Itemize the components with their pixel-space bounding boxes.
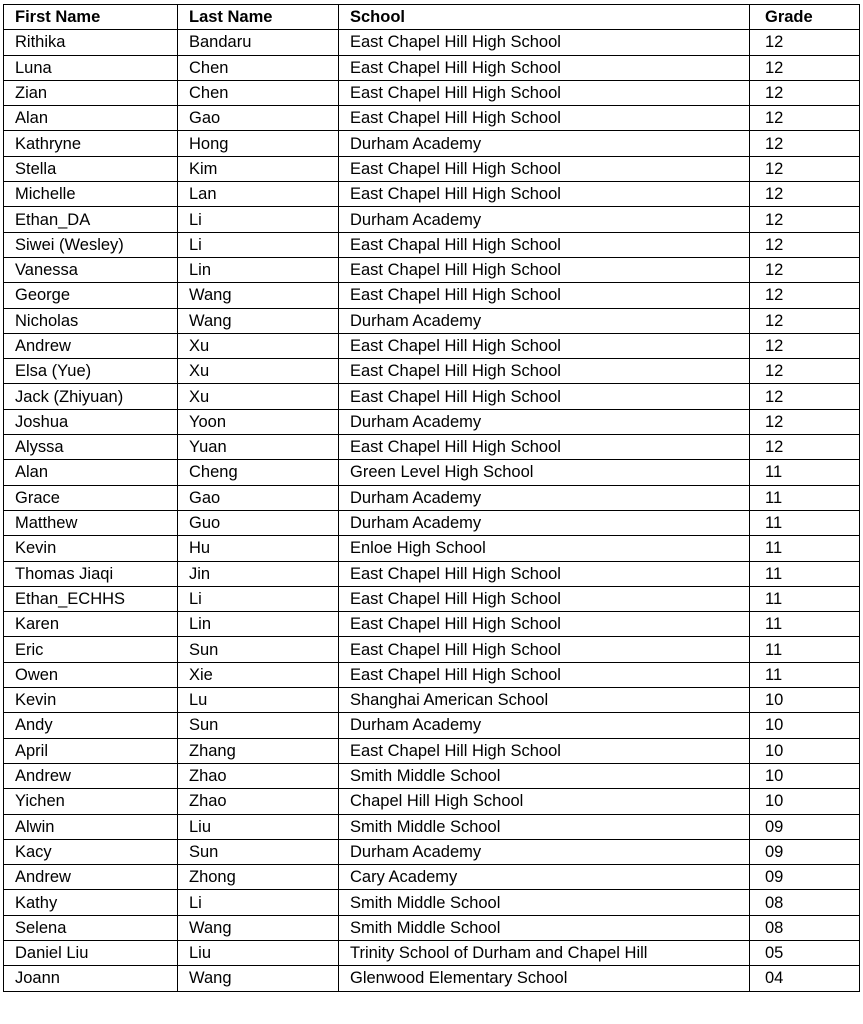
cell-first-name: Daniel Liu: [4, 940, 178, 965]
cell-first-name: Yichen: [4, 789, 178, 814]
cell-first-name: Siwei (Wesley): [4, 232, 178, 257]
cell-school: Chapel Hill High School: [339, 789, 750, 814]
table-row: [4, 308, 860, 333]
cell-school: East Chapal Hill High School: [339, 232, 750, 257]
cell-grade: 09: [750, 814, 860, 839]
cell-grade: 12: [750, 80, 860, 105]
cell-last-name: Chen: [178, 80, 339, 105]
table-row: [4, 156, 860, 181]
cell-first-name: George: [4, 283, 178, 308]
cell-grade: 12: [750, 131, 860, 156]
cell-grade: 11: [750, 637, 860, 662]
cell-grade: 10: [750, 688, 860, 713]
cell-school: East Chapel Hill High School: [339, 359, 750, 384]
cell-last-name: Li: [178, 232, 339, 257]
cell-last-name: Cheng: [178, 460, 339, 485]
cell-grade: 11: [750, 460, 860, 485]
cell-last-name: Lu: [178, 688, 339, 713]
cell-grade: 12: [750, 30, 860, 55]
cell-last-name: Xie: [178, 662, 339, 687]
table-row: [4, 839, 860, 864]
cell-first-name: Alan: [4, 460, 178, 485]
table-row: [4, 359, 860, 384]
cell-school: East Chapel Hill High School: [339, 612, 750, 637]
cell-last-name: Sun: [178, 713, 339, 738]
cell-school: Durham Academy: [339, 131, 750, 156]
cell-first-name: Ethan_ECHHS: [4, 586, 178, 611]
table-row: [4, 536, 860, 561]
cell-last-name: Lin: [178, 257, 339, 282]
cell-grade: 12: [750, 232, 860, 257]
cell-last-name: Hong: [178, 131, 339, 156]
table-row: [4, 586, 860, 611]
cell-school: East Chapel Hill High School: [339, 384, 750, 409]
cell-first-name: Grace: [4, 485, 178, 510]
cell-school: Durham Academy: [339, 510, 750, 535]
table-row: [4, 435, 860, 460]
table-header: [4, 5, 860, 30]
cell-grade: 12: [750, 308, 860, 333]
table-row: [4, 182, 860, 207]
table-row: [4, 283, 860, 308]
cell-last-name: Wang: [178, 308, 339, 333]
table-row: [4, 763, 860, 788]
cell-grade: 11: [750, 536, 860, 561]
cell-grade: 04: [750, 966, 860, 991]
cell-grade: 11: [750, 662, 860, 687]
cell-grade: 12: [750, 257, 860, 282]
cell-first-name: Joshua: [4, 409, 178, 434]
cell-grade: 09: [750, 839, 860, 864]
cell-school: Green Level High School: [339, 460, 750, 485]
header-row: [4, 5, 860, 30]
cell-first-name: Alyssa: [4, 435, 178, 460]
cell-school: Smith Middle School: [339, 814, 750, 839]
cell-grade: 09: [750, 865, 860, 890]
cell-school: East Chapel Hill High School: [339, 106, 750, 131]
cell-first-name: Stella: [4, 156, 178, 181]
cell-school: Trinity School of Durham and Chapel Hill: [339, 940, 750, 965]
cell-last-name: Liu: [178, 814, 339, 839]
cell-last-name: Li: [178, 890, 339, 915]
cell-last-name: Wang: [178, 283, 339, 308]
cell-school: Durham Academy: [339, 485, 750, 510]
cell-grade: 08: [750, 890, 860, 915]
table-row: [4, 713, 860, 738]
cell-grade: 12: [750, 106, 860, 131]
cell-first-name: Kathryne: [4, 131, 178, 156]
cell-last-name: Li: [178, 586, 339, 611]
cell-school: East Chapel Hill High School: [339, 435, 750, 460]
cell-first-name: Karen: [4, 612, 178, 637]
cell-last-name: Yoon: [178, 409, 339, 434]
cell-school: Smith Middle School: [339, 890, 750, 915]
table-row: [4, 637, 860, 662]
cell-last-name: Zhong: [178, 865, 339, 890]
cell-first-name: Thomas Jiaqi: [4, 561, 178, 586]
header-grade: Grade: [750, 5, 860, 30]
cell-last-name: Zhao: [178, 763, 339, 788]
cell-school: Enloe High School: [339, 536, 750, 561]
table-row: [4, 662, 860, 687]
table-row: [4, 409, 860, 434]
cell-last-name: Li: [178, 207, 339, 232]
table-row: [4, 738, 860, 763]
cell-grade: 11: [750, 586, 860, 611]
cell-last-name: Sun: [178, 839, 339, 864]
cell-school: Durham Academy: [339, 207, 750, 232]
table-row: [4, 384, 860, 409]
cell-school: East Chapel Hill High School: [339, 561, 750, 586]
cell-first-name: Jack (Zhiyuan): [4, 384, 178, 409]
cell-school: Smith Middle School: [339, 763, 750, 788]
table-row: [4, 106, 860, 131]
cell-school: Durham Academy: [339, 409, 750, 434]
cell-last-name: Bandaru: [178, 30, 339, 55]
table-row: [4, 333, 860, 358]
cell-last-name: Zhao: [178, 789, 339, 814]
cell-first-name: Nicholas: [4, 308, 178, 333]
cell-school: Shanghai American School: [339, 688, 750, 713]
cell-first-name: Andrew: [4, 763, 178, 788]
cell-school: East Chapel Hill High School: [339, 738, 750, 763]
table-row: [4, 890, 860, 915]
cell-first-name: Luna: [4, 55, 178, 80]
cell-first-name: Rithika: [4, 30, 178, 55]
cell-last-name: Hu: [178, 536, 339, 561]
cell-school: East Chapel Hill High School: [339, 80, 750, 105]
cell-first-name: Elsa (Yue): [4, 359, 178, 384]
cell-school: Durham Academy: [339, 839, 750, 864]
cell-first-name: Zian: [4, 80, 178, 105]
cell-first-name: Alan: [4, 106, 178, 131]
cell-first-name: Joann: [4, 966, 178, 991]
cell-last-name: Xu: [178, 359, 339, 384]
table-row: [4, 612, 860, 637]
cell-last-name: Chen: [178, 55, 339, 80]
table-row: [4, 814, 860, 839]
table-row: [4, 460, 860, 485]
cell-last-name: Gao: [178, 485, 339, 510]
cell-first-name: Vanessa: [4, 257, 178, 282]
table-row: [4, 131, 860, 156]
cell-last-name: Xu: [178, 384, 339, 409]
cell-grade: 12: [750, 435, 860, 460]
cell-last-name: Guo: [178, 510, 339, 535]
cell-first-name: Alwin: [4, 814, 178, 839]
cell-first-name: Andrew: [4, 333, 178, 358]
cell-last-name: Lin: [178, 612, 339, 637]
cell-first-name: Kathy: [4, 890, 178, 915]
table-row: [4, 207, 860, 232]
cell-grade: 10: [750, 738, 860, 763]
table-row: [4, 510, 860, 535]
table-row: [4, 80, 860, 105]
table-row: [4, 232, 860, 257]
cell-first-name: Eric: [4, 637, 178, 662]
cell-school: Durham Academy: [339, 713, 750, 738]
cell-school: East Chapel Hill High School: [339, 586, 750, 611]
cell-grade: 12: [750, 182, 860, 207]
cell-first-name: Kacy: [4, 839, 178, 864]
cell-school: Cary Academy: [339, 865, 750, 890]
cell-grade: 05: [750, 940, 860, 965]
cell-last-name: Wang: [178, 966, 339, 991]
cell-grade: 12: [750, 333, 860, 358]
cell-grade: 12: [750, 359, 860, 384]
cell-school: East Chapel Hill High School: [339, 182, 750, 207]
cell-grade: 10: [750, 763, 860, 788]
cell-last-name: Gao: [178, 106, 339, 131]
cell-grade: 08: [750, 915, 860, 940]
cell-last-name: Zhang: [178, 738, 339, 763]
student-table: [3, 4, 860, 992]
cell-grade: 12: [750, 409, 860, 434]
cell-school: East Chapel Hill High School: [339, 30, 750, 55]
table-row: [4, 915, 860, 940]
cell-last-name: Liu: [178, 940, 339, 965]
header-school: School: [339, 5, 750, 30]
cell-grade: 11: [750, 612, 860, 637]
cell-school: East Chapel Hill High School: [339, 662, 750, 687]
cell-first-name: Andy: [4, 713, 178, 738]
cell-grade: 10: [750, 713, 860, 738]
cell-last-name: Yuan: [178, 435, 339, 460]
cell-last-name: Jin: [178, 561, 339, 586]
header-last-name: Last Name: [178, 5, 339, 30]
cell-school: East Chapel Hill High School: [339, 55, 750, 80]
cell-school: East Chapel Hill High School: [339, 637, 750, 662]
cell-first-name: Andrew: [4, 865, 178, 890]
cell-last-name: Sun: [178, 637, 339, 662]
cell-grade: 11: [750, 510, 860, 535]
table-row: [4, 30, 860, 55]
cell-grade: 12: [750, 384, 860, 409]
cell-grade: 12: [750, 283, 860, 308]
table-row: [4, 966, 860, 991]
cell-grade: 10: [750, 789, 860, 814]
cell-school: East Chapel Hill High School: [339, 283, 750, 308]
cell-last-name: Xu: [178, 333, 339, 358]
cell-grade: 12: [750, 156, 860, 181]
cell-last-name: Kim: [178, 156, 339, 181]
cell-first-name: Kevin: [4, 536, 178, 561]
cell-first-name: Owen: [4, 662, 178, 687]
cell-first-name: Ethan_DA: [4, 207, 178, 232]
table-row: [4, 561, 860, 586]
table-row: [4, 688, 860, 713]
cell-first-name: Michelle: [4, 182, 178, 207]
table-body: [4, 30, 860, 991]
cell-grade: 12: [750, 55, 860, 80]
header-first-name: First Name: [4, 5, 178, 30]
table-row: [4, 257, 860, 282]
cell-school: East Chapel Hill High School: [339, 333, 750, 358]
cell-first-name: Kevin: [4, 688, 178, 713]
cell-first-name: Matthew: [4, 510, 178, 535]
cell-first-name: Selena: [4, 915, 178, 940]
cell-grade: 12: [750, 207, 860, 232]
cell-school: East Chapel Hill High School: [339, 257, 750, 282]
table-row: [4, 940, 860, 965]
table-row: [4, 485, 860, 510]
table-row: [4, 865, 860, 890]
cell-last-name: Lan: [178, 182, 339, 207]
table-row: [4, 789, 860, 814]
table-row: [4, 55, 860, 80]
cell-school: Glenwood Elementary School: [339, 966, 750, 991]
cell-school: East Chapel Hill High School: [339, 156, 750, 181]
cell-grade: 11: [750, 561, 860, 586]
cell-grade: 11: [750, 485, 860, 510]
cell-last-name: Wang: [178, 915, 339, 940]
cell-school: Smith Middle School: [339, 915, 750, 940]
cell-first-name: April: [4, 738, 178, 763]
cell-school: Durham Academy: [339, 308, 750, 333]
